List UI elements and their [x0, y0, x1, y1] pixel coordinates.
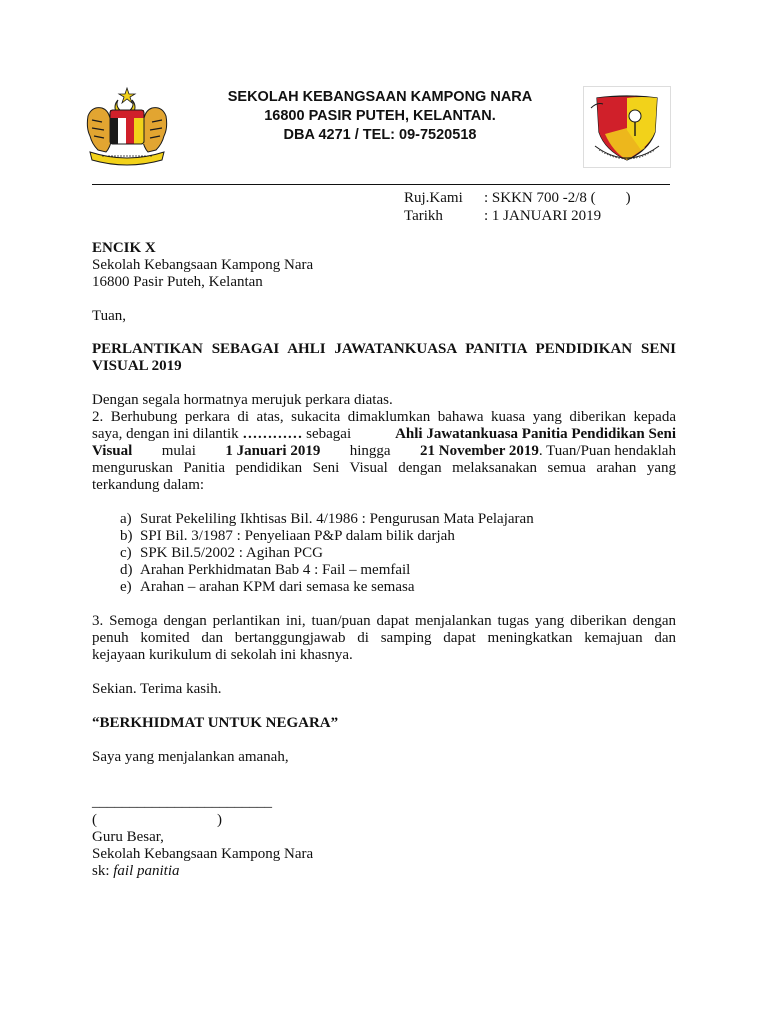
list-item-letter: c) [120, 545, 132, 561]
cc-label: sk: [92, 863, 114, 879]
recipient-address-line1: Sekolah Kebangsaan Kampong Nara [92, 257, 314, 273]
letterhead-divider [92, 184, 670, 185]
paragraph-3-line1: 3. Semoga dengan perlantikan ini, tuan/puan dapat menjalankan tugas yang diberikan dengan [92, 613, 676, 629]
paragraph-3-line2: penuh komited dan bertanggungjawab di samping dapat meningkatkan kemajuan dan [92, 630, 676, 646]
committee-name-bold-2: Visual [92, 443, 133, 459]
list-item: Arahan Perkhidmatan Bab 4 : Fail – memfail [140, 562, 411, 578]
appointee-placeholder: ………… [242, 426, 303, 442]
signatory-name-bracket: ( ) [92, 812, 222, 828]
closing-line: Sekian. Terima kasih. [92, 681, 222, 697]
subject-line1: PERLANTIKAN SEBAGAI AHLI JAWATANKUASA PANITIA PENDIDIKAN SENI [92, 341, 676, 357]
para2-tail: . Tuan/Puan hendaklah [538, 443, 676, 459]
signatory-school: Sekolah Kebangsaan Kampong Nara [92, 846, 314, 862]
signatory-title: Guru Besar, [92, 829, 164, 845]
paragraph-3-line3: kejayaan kurikulum di sekolah ini khasnya. [92, 647, 353, 663]
paragraph-2-line5: terkandung dalam: [92, 477, 205, 493]
para2-hingga: hingga [349, 443, 391, 459]
reference-value: : SKKN 700 -2/8 ( ) [484, 190, 631, 206]
list-item: SPK Bil.5/2002 : Agihan PCG [140, 545, 323, 561]
signature-line: ________________________ [92, 794, 272, 810]
date-label: Tarikh [404, 208, 443, 224]
list-item: Arahan – arahan KPM dari semasa ke semasa [140, 579, 415, 595]
date-value: : 1 JANUARI 2019 [484, 208, 602, 224]
motto: “BERKHIDMAT UNTUK NEGARA” [92, 715, 339, 731]
carbon-copy [92, 863, 180, 881]
list-item: Surat Pekeliling Ikhtisas Bil. 4/1986 : Pengurusan Mata Pelajaran [140, 511, 534, 527]
school-address: 16800 PASIR PUTEH, KELANTAN. [264, 108, 496, 124]
cc-value: fail panitia [113, 863, 180, 879]
end-date: 21 November 2019 [420, 443, 539, 459]
school-name-heading: SEKOLAH KEBANGSAAN KAMPONG NARA [227, 89, 533, 105]
intro-paragraph: Dengan segala hormatnya merujuk perkara diatas. [92, 392, 393, 408]
start-date: 1 Januari 2019 [225, 443, 321, 459]
list-item-letter: a) [120, 511, 132, 527]
list-item: SPI Bil. 3/1987 : Penyeliaan P&P dalam bilik darjah [140, 528, 455, 544]
para2-mulai: mulai [161, 443, 196, 459]
list-item-letter: d) [120, 562, 133, 578]
list-item-letter: e) [120, 579, 132, 595]
trust-line: Saya yang menjalankan amanah, [92, 749, 289, 765]
committee-name-bold: Ahli Jawatankuasa Panitia Pendidikan Seni [395, 426, 676, 442]
paragraph-2-line4: menguruskan Panitia pendidikan Seni Visual dengan melaksanakan semua arahan yang [92, 460, 676, 476]
subject-line2: VISUAL 2019 [92, 358, 182, 374]
reference-label: Ruj.Kami [404, 190, 463, 206]
salutation: Tuan, [92, 308, 127, 324]
paragraph-2-line2 [92, 426, 676, 444]
paragraph-2-line1: 2. Berhubung perkara di atas, sukacita dimaklumkan bahawa kuasa yang diberikan kepada [92, 409, 676, 425]
school-badge-logo [583, 86, 671, 168]
school-contact: DBA 4271 / TEL: 09-7520518 [283, 127, 477, 143]
list-item-letter: b) [120, 528, 133, 544]
coat-of-arms-logo [78, 86, 176, 168]
recipient-name: ENCIK X [92, 240, 156, 256]
para2-text-a: saya, dengan ini dilantik ………… sebagai [92, 426, 352, 442]
paragraph-2-line3 [92, 443, 676, 461]
recipient-address-line2: 16800 Pasir Puteh, Kelantan [92, 274, 263, 290]
